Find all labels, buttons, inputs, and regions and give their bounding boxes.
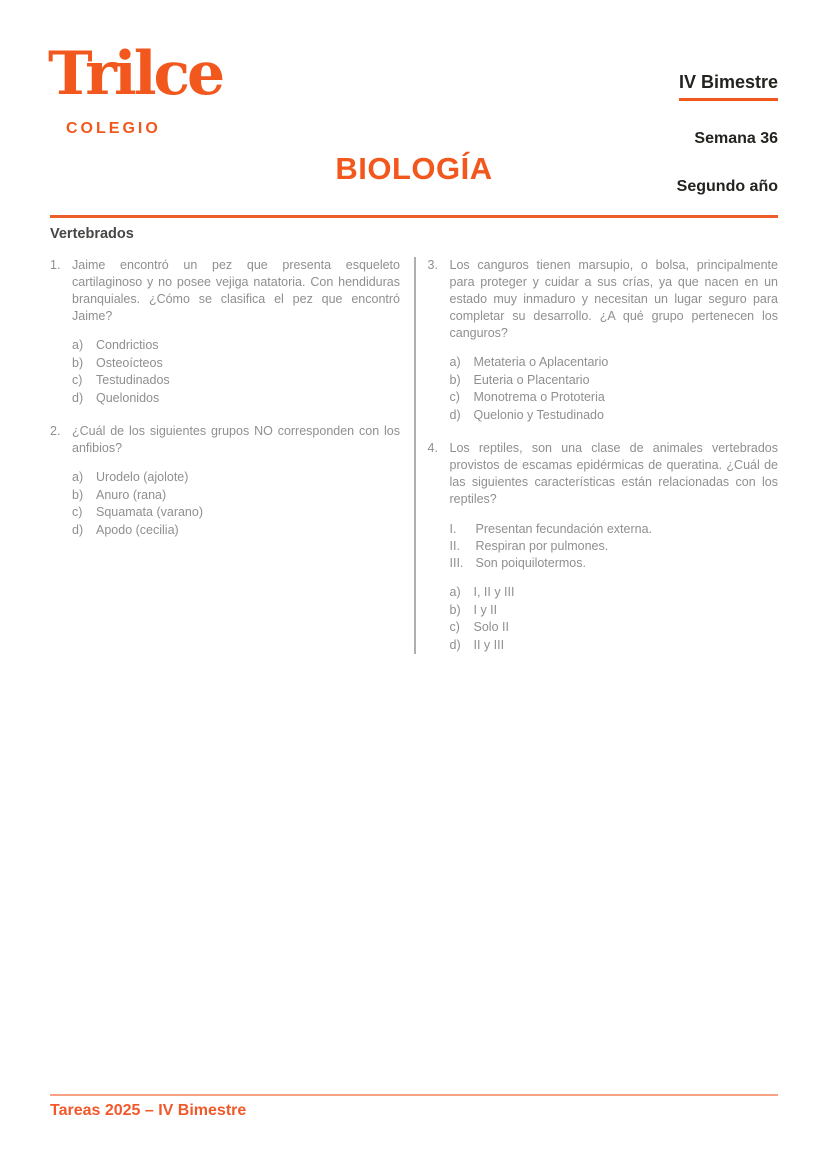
- option-letter: a): [449, 585, 461, 599]
- option-letter: a): [72, 338, 84, 352]
- section-title: Vertebrados: [50, 226, 134, 242]
- option-c: [72, 504, 400, 522]
- option-d: [72, 390, 400, 408]
- question-number: 2.: [50, 424, 61, 438]
- option-b: [72, 487, 400, 505]
- left-column: [50, 257, 400, 654]
- grade-label: Segundo año: [676, 178, 778, 195]
- options-list: [72, 469, 400, 539]
- statement-text: Respiran por pulmones.: [475, 539, 609, 553]
- option-d: [450, 637, 779, 655]
- option-text: II y III: [473, 637, 505, 652]
- option-text: Quelonidos: [96, 390, 160, 405]
- option-text: Condrictios: [96, 338, 159, 352]
- option-text: Testudinados: [96, 373, 170, 387]
- option-letter: b): [449, 602, 461, 617]
- option-text: Euteria o Placentario: [473, 372, 590, 387]
- statement-text: Son poiquilotermos.: [475, 556, 586, 570]
- option-letter: b): [449, 372, 461, 387]
- option-a: [450, 584, 779, 602]
- option-letter: c): [449, 620, 460, 634]
- statement-list: [450, 521, 779, 572]
- question-number: 1.: [50, 258, 61, 272]
- statement-text: Presentan fecundación externa.: [475, 522, 653, 536]
- option-letter: c): [72, 505, 83, 519]
- option-letter: d): [72, 522, 84, 537]
- question-2: [50, 423, 400, 539]
- option-text: Monotrema o Prototeria: [473, 390, 605, 404]
- option-text: Osteoícteos: [96, 355, 163, 370]
- option-letter: d): [449, 407, 461, 422]
- option-a: [450, 354, 779, 372]
- statement-numeral: II.: [449, 539, 460, 553]
- statement-3: [450, 555, 779, 572]
- subject-title: BIOLOGÍA: [335, 151, 493, 186]
- questions-area: [50, 257, 778, 654]
- header-divider-rule: [50, 215, 778, 218]
- options-list: [450, 354, 779, 424]
- option-text: Squamata (varano): [96, 505, 204, 519]
- option-c: [450, 619, 779, 637]
- option-text: I, II y III: [473, 585, 515, 599]
- footer-text: Tareas 2025 – IV Bimestre: [50, 1102, 247, 1119]
- question-body: [72, 257, 400, 407]
- option-text: Anuro (rana): [96, 487, 167, 502]
- right-column: [428, 257, 779, 654]
- question-body: [450, 440, 779, 654]
- question-body: [72, 423, 400, 539]
- option-letter: b): [72, 487, 84, 502]
- option-letter: c): [449, 390, 460, 404]
- question-3: [428, 257, 779, 424]
- option-letter: c): [72, 373, 83, 387]
- option-letter: b): [72, 355, 84, 370]
- option-b: [450, 602, 779, 620]
- bimester-label: IV Bimestre: [679, 72, 778, 101]
- column-divider: [414, 257, 416, 654]
- question-4: [428, 440, 779, 654]
- option-text: Apodo (cecilia): [96, 522, 179, 537]
- option-letter: d): [72, 390, 84, 405]
- option-text: I y II: [473, 602, 498, 617]
- question-number: 4.: [427, 441, 438, 455]
- option-text: Quelonio y Testudinado: [473, 407, 604, 422]
- option-b: [450, 372, 779, 390]
- option-d: [72, 522, 400, 540]
- statement-numeral: I.: [449, 522, 457, 536]
- option-text: Metateria o Aplacentario: [473, 355, 609, 369]
- options-list: [72, 337, 400, 407]
- question-1: [50, 257, 400, 407]
- question-text: ¿Cuál de los siguientes grupos NO corresponden con los anfibios?: [72, 424, 400, 455]
- option-a: [72, 337, 400, 355]
- statement-numeral: III.: [449, 556, 464, 570]
- option-d: [450, 407, 779, 425]
- option-letter: a): [449, 355, 461, 369]
- question-body: [450, 257, 779, 424]
- week-label: Semana 36: [694, 130, 778, 147]
- trilce-logo-subtext: COLEGIO: [66, 120, 161, 137]
- option-b: [72, 355, 400, 373]
- statement-2: [450, 538, 779, 555]
- option-letter: d): [449, 637, 461, 652]
- statement-1: [450, 521, 779, 538]
- question-text: Los reptiles, son una clase de animales vertebrados provistos de escamas epidérmicas de queratina. ¿Cuál de las siguientes características están relacionadas con los reptiles?: [449, 441, 778, 506]
- option-text: Urodelo (ajolote): [96, 470, 189, 484]
- options-list: [450, 584, 779, 654]
- option-a: [72, 469, 400, 487]
- option-text: Solo II: [473, 620, 509, 634]
- question-text: Jaime encontró un pez que presenta esqueleto cartilaginoso y no posee vejiga natatoria. Con hendiduras branquiales. ¿Cómo se clasifica el pez que encontró Jaime?: [72, 258, 400, 323]
- question-text: Los canguros tienen marsupio, o bolsa, principalmente para proteger y cuidar a sus crías, ya que nacen en un estado muy inmaduro y necesitan un lugar seguro para completar su desarrollo. ¿A qué grupo pertenecen los canguros?: [449, 258, 778, 340]
- option-letter: a): [72, 470, 84, 484]
- option-c: [72, 372, 400, 390]
- trilce-logo: Trilce: [48, 39, 223, 109]
- question-number: 3.: [427, 258, 438, 272]
- option-c: [450, 389, 779, 407]
- footer-divider-rule: [50, 1094, 778, 1096]
